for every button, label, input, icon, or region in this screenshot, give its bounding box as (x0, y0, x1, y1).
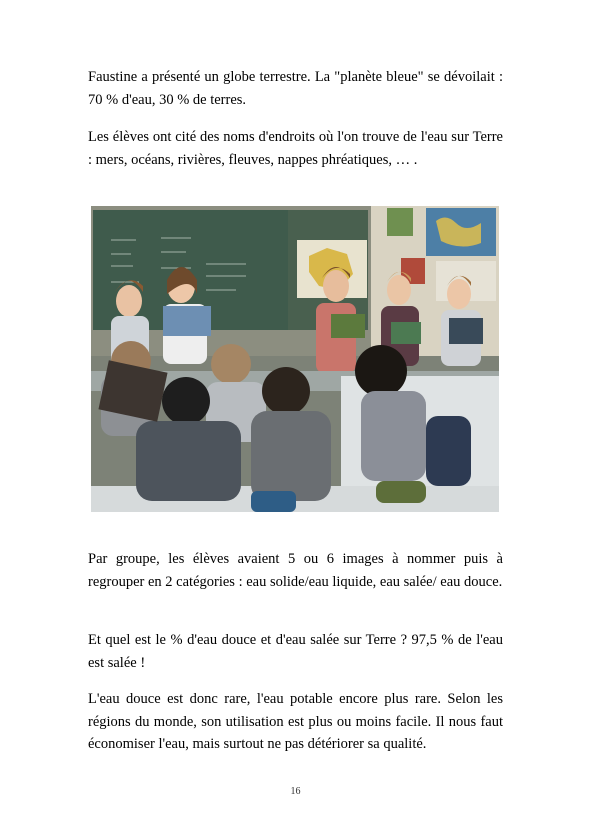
paragraph-water-places: Les élèves ont cité des noms d'endroits où l'on trouve de l'eau sur Terre : mers, océans, rivières, fleuves, nappes phréatiques, … . (88, 129, 503, 168)
classroom-photo (91, 206, 499, 512)
paragraph-globe: Faustine a présenté un globe terrestre. La "planète bleue" se dévoilait : 70 % d'eau, 30 % de terres. (88, 69, 503, 108)
page-number: 16 (290, 786, 301, 797)
paragraph-percentage: Et quel est le % d'eau douce et d'eau salée sur Terre ? 97,5 % de l'eau est salée ! (88, 632, 503, 671)
paragraph-fresh-water: L'eau douce est donc rare, l'eau potable encore plus rare. Selon les régions du monde, son utilisation est plus ou moins facile. Il nous faut économiser l'eau, mais surtout ne pas détériorer sa qualité. (88, 691, 503, 752)
paragraph-group-work: Par groupe, les élèves avaient 5 ou 6 images à nommer puis à regrouper en 2 catégories : eau solide/eau liquide, eau salée/ eau douce. (88, 551, 503, 590)
